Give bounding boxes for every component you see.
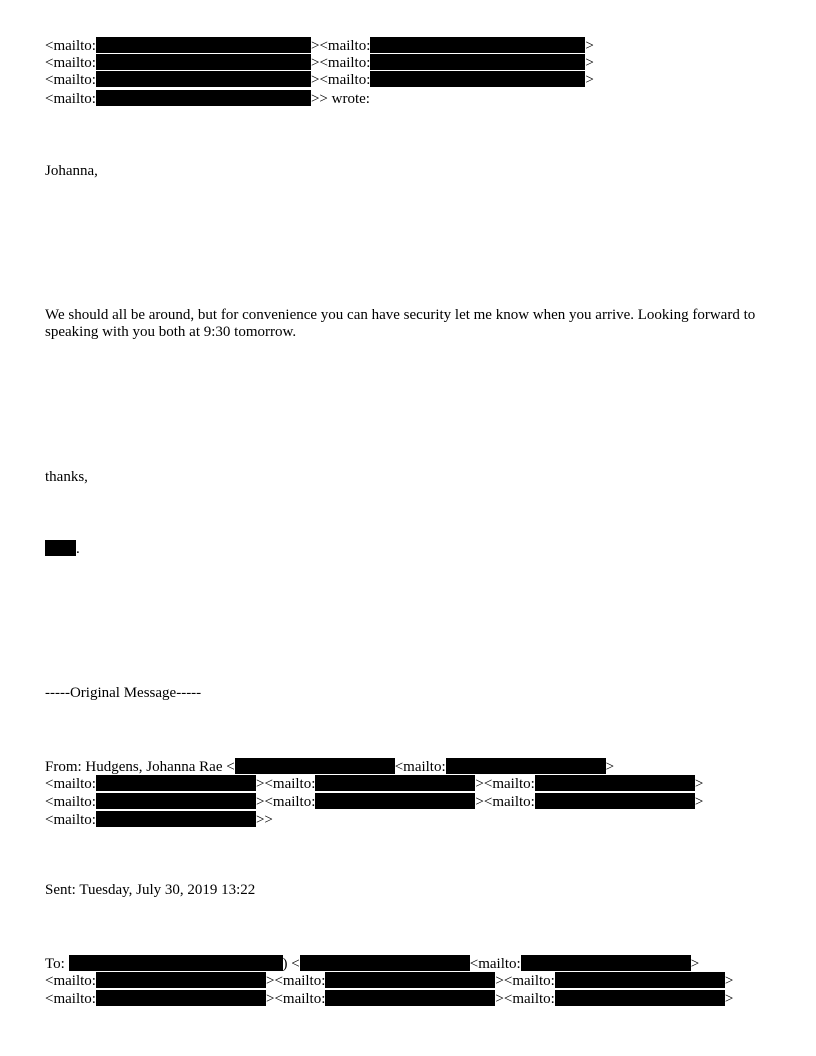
mailto-text: <mailto: [469, 956, 521, 972]
mailto-text: <mailto: [45, 812, 96, 828]
redaction-box [96, 811, 256, 827]
mailto-text: <mailto: [45, 38, 96, 54]
wrote-text: wrote: [327, 91, 370, 107]
mailto-text: <mailto: [45, 973, 96, 989]
redaction-box [370, 54, 585, 70]
bracket: > [255, 794, 265, 810]
redaction-box [96, 775, 256, 791]
mailto-text: <mailto: [319, 55, 371, 71]
redaction-box [300, 955, 470, 971]
mailto-text: <mailto: [483, 794, 535, 810]
redaction-box [446, 758, 606, 774]
mailto-text: <mailto: [45, 776, 96, 792]
bracket: > [310, 55, 320, 71]
signature-redaction [45, 540, 76, 556]
bracket: > [694, 776, 704, 792]
mailto-text: <mailto: [45, 794, 96, 810]
to-line-2 [45, 972, 733, 990]
bracket: > [475, 794, 484, 810]
header-line-4 [45, 90, 370, 108]
mailto-text: <mailto: [264, 776, 316, 792]
bracket: >> [255, 812, 273, 828]
redaction-box [96, 54, 311, 70]
bracket: >> [310, 91, 328, 107]
mailto-text: <mailto: [503, 973, 555, 989]
redaction-box [96, 990, 266, 1006]
redaction-box [325, 990, 495, 1006]
to-label: To: [45, 956, 69, 972]
redaction-box [96, 71, 311, 87]
bracket: > [605, 759, 615, 775]
bracket: > [265, 991, 275, 1007]
bracket: > [265, 973, 275, 989]
message-body: We should all be around, but for convenience you can have security let me know when you arrive. Looking forward to speaking with you both at 9:30 tomorrow. [45, 307, 756, 340]
signoff: thanks, [45, 469, 88, 485]
bracket: > [310, 38, 320, 54]
redaction-box [555, 990, 725, 1006]
header-line-2 [45, 54, 594, 72]
mailto-text: <mailto: [319, 38, 371, 54]
redaction-box [370, 37, 585, 53]
mailto-text: <mailto: [319, 72, 371, 88]
mailto-text: <mailto: [394, 759, 446, 775]
redaction-box [96, 972, 266, 988]
redaction-box [555, 972, 725, 988]
redaction-box [521, 955, 691, 971]
redaction-box [315, 793, 475, 809]
bracket: > [724, 973, 734, 989]
to-paren: ) < [282, 956, 300, 972]
bracket: > [724, 991, 734, 1007]
mailto-text: <mailto: [45, 55, 96, 71]
mailto-text: <mailto: [274, 991, 326, 1007]
from-line-4 [45, 811, 273, 829]
redaction-box [315, 775, 475, 791]
to-line-3 [45, 990, 733, 1008]
bracket: > [694, 794, 704, 810]
sent-line: Sent: Tuesday, July 30, 2019 13:22 [45, 882, 256, 898]
from-label: From: Hudgens, Johanna Rae < [45, 759, 235, 775]
mailto-text: <mailto: [45, 91, 96, 107]
greeting: Johanna, [45, 163, 98, 179]
redaction-box [535, 775, 695, 791]
bracket: > [585, 72, 594, 88]
mailto-text: <mailto: [264, 794, 316, 810]
mailto-text: <mailto: [503, 991, 555, 1007]
signature-period: . [76, 541, 80, 557]
redaction-box [96, 793, 256, 809]
redaction-box [535, 793, 695, 809]
mailto-text: <mailto: [274, 973, 326, 989]
redaction-box [69, 955, 283, 971]
redaction-box [96, 37, 311, 53]
bracket: > [690, 956, 700, 972]
signature-line [45, 540, 80, 558]
original-divider: -----Original Message----- [45, 685, 202, 701]
redaction-box [325, 972, 495, 988]
mailto-text: <mailto: [45, 991, 96, 1007]
redaction-box [370, 71, 585, 87]
bracket: > [255, 776, 265, 792]
bracket: > [585, 38, 594, 54]
from-line-1 [45, 758, 614, 776]
bracket: > [495, 991, 504, 1007]
bracket: > [475, 776, 484, 792]
from-line-2 [45, 775, 703, 793]
header-line-1 [45, 37, 594, 55]
to-line-1 [45, 955, 699, 973]
mailto-text: <mailto: [483, 776, 535, 792]
bracket: > [585, 55, 594, 71]
redaction-box [235, 758, 395, 774]
header-line-3 [45, 71, 594, 89]
bracket: > [310, 72, 320, 88]
redaction-box [96, 90, 311, 106]
from-line-3 [45, 793, 703, 811]
mailto-text: <mailto: [45, 72, 96, 88]
bracket: > [495, 973, 504, 989]
